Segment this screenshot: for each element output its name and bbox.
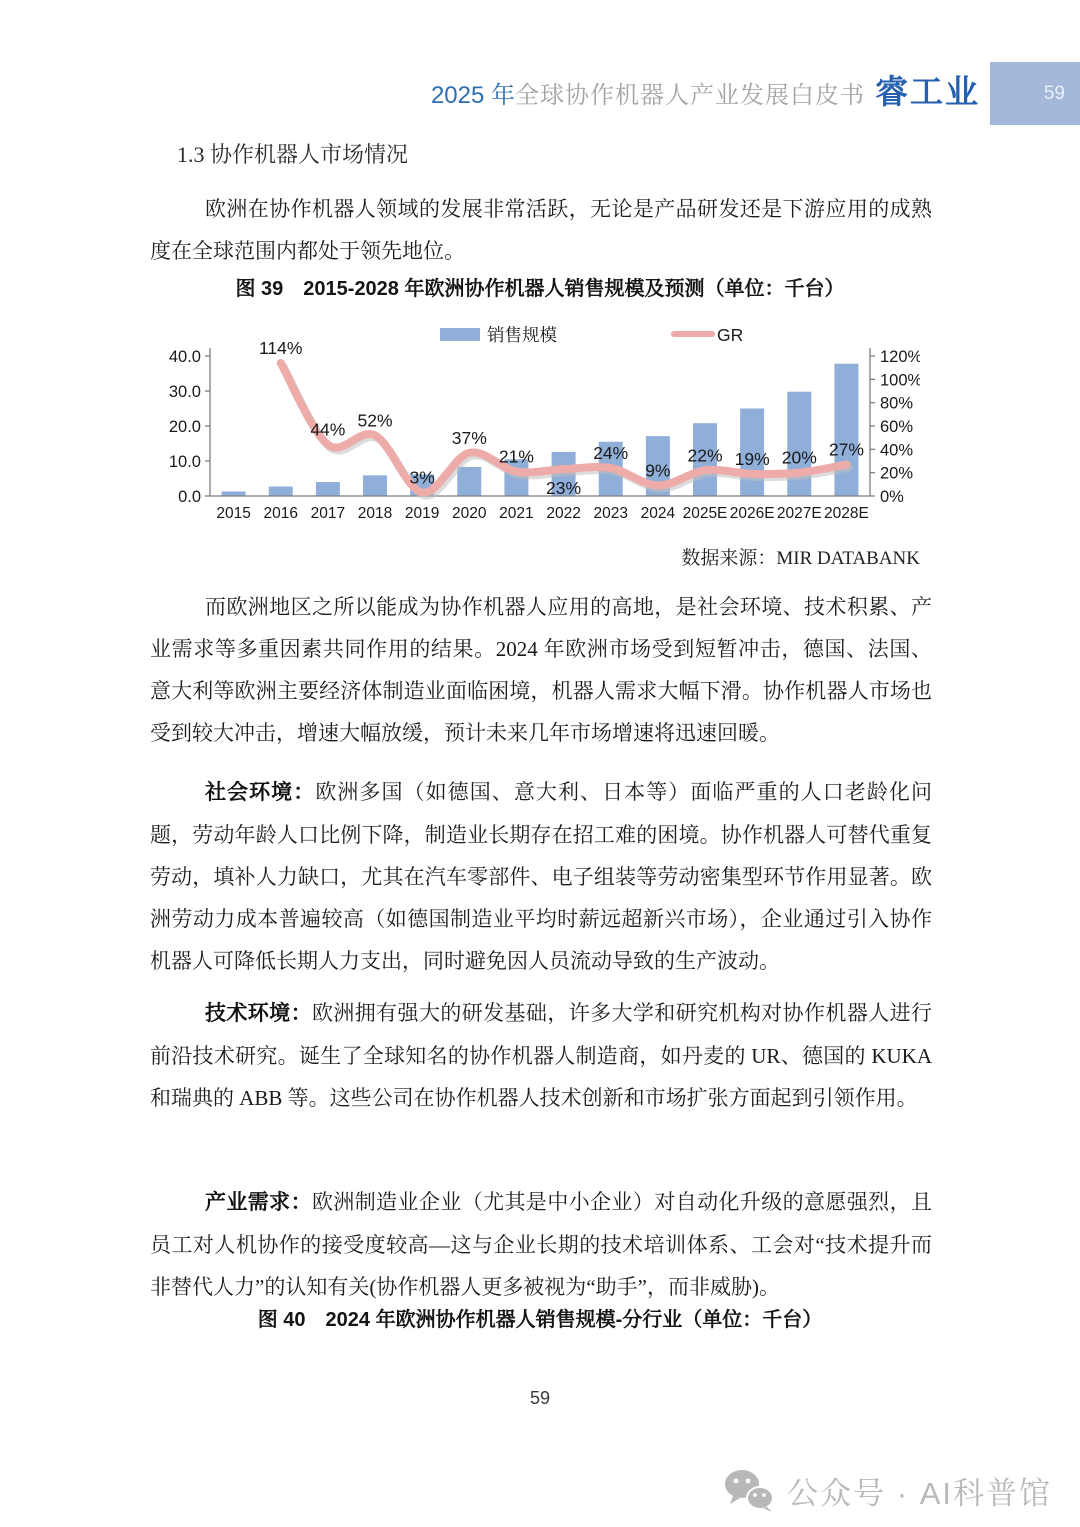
x-axis-label: 2026E (729, 505, 775, 522)
x-axis-label: 2028E (824, 505, 869, 522)
chart-bar-2016 (269, 487, 293, 496)
sales-forecast-chart (160, 318, 920, 532)
x-axis-label: 2019 (404, 505, 440, 522)
paragraph-social-text: 欧洲多国（如德国、意大利、日本等）面临严重的人口老龄化问题，劳动年龄人口比例下降，制造业长期存在招工难的困境。协作机器人可替代重复劳动，填补人力缺口，尤其在汽车零部件、电子组装等劳动密集型环节作用显著。欧洲劳动力成本普遍较高（如德国制造业平均时薪远超新兴市场），企业通过引入协作机器人可降低长期人力支出，同时避免因人员流动导致的生产波动。 (150, 780, 932, 973)
chart-bar-2020 (457, 467, 481, 496)
gr-point-label: 20% (781, 447, 817, 468)
gr-point-label: 44% (310, 419, 346, 440)
header-title-year: 2025 年 (430, 82, 515, 109)
x-axis-label: 2021 (499, 505, 534, 522)
paragraph-intro-text: 欧洲在协作机器人领域的发展非常活跃，无论是产品研发还是下游应用的成熟度在全球范围内都处于领先地位。 (150, 197, 932, 263)
right-axis-tick-label: 0% (880, 488, 904, 506)
right-axis-tick-label: 20% (880, 464, 914, 483)
figure40-caption: 图 40 2024 年欧洲协作机器人销售规模-分行业（单位：千台） (257, 1309, 823, 1331)
wechat-icon (723, 1469, 775, 1513)
left-axis-tick-label: 40.0 (168, 348, 201, 366)
page-footer-number: 59 (529, 1388, 551, 1408)
figure39-caption: 图 39 2015-2028 年欧洲协作机器人销售规模及预测（单位：千台） (235, 278, 845, 300)
x-axis-label: 2017 (310, 505, 346, 522)
gr-point-label: 52% (357, 410, 393, 431)
page-number-badge: 59 (990, 62, 1080, 125)
left-axis-tick-label: 30.0 (168, 383, 201, 401)
left-axis-tick-label: 10.0 (168, 453, 201, 471)
paragraph-social (150, 771, 932, 982)
legend-bar-swatch (440, 328, 480, 341)
gr-point-label: 23% (546, 478, 582, 499)
paragraph-social-lead: 社会环境： (205, 781, 316, 804)
x-axis-label: 2023 (593, 505, 628, 522)
x-axis-label: 2022 (546, 505, 581, 522)
page-header (0, 66, 980, 113)
gr-point-label: 27% (828, 439, 864, 460)
figure39-chart (160, 318, 920, 532)
paragraph-industry-text: 欧洲制造业企业（尤其是中小企业）对自动化升级的意愿强烈，且员工对人机协作的接受度较高—这与企业长期的技术培训体系、工会对“技术提升而非替代人力”的认知有关(协作机器人更多被视为“助手”，而非威胁)。 (150, 1190, 933, 1299)
gr-point-label: 24% (593, 443, 629, 463)
paragraph-tech (150, 992, 932, 1119)
gr-point-label: 9% (645, 460, 671, 481)
legend-line-label: GR (717, 325, 744, 345)
gr-point-label: 3% (409, 467, 435, 488)
section-title: 1.3 协作机器人市场情况 (177, 142, 409, 167)
x-axis-label: 2015 (216, 505, 251, 522)
x-axis-label: 2018 (357, 505, 393, 522)
paragraph-europe (150, 586, 932, 754)
x-axis-label: 2020 (452, 505, 487, 522)
right-axis-tick-label: 100% (880, 371, 920, 390)
x-axis-label: 2027E (776, 505, 822, 522)
paragraph-europe-text: 而欧洲地区之所以能成为协作机器人应用的高地，是社会环境、技术积累、产业需求等多重因素共同作用的结果。2024 年欧洲市场受到短暂冲击，德国、法国、意大利等欧洲主要经济体制造业面临困境，机器人需求大幅下滑。协作机器人市场也受到较大冲击，增速大幅放缓，预计未来几年市场增速将迅速回暖。 (150, 595, 932, 745)
gr-point-label: 37% (451, 427, 487, 448)
x-axis-label: 2025E (682, 505, 728, 522)
watermark (723, 1468, 1052, 1513)
paragraph-industry-lead: 产业需求： (205, 1191, 312, 1214)
paragraph-intro (150, 188, 932, 272)
gr-point-label: 21% (498, 446, 534, 467)
watermark-text: 公众号 · AI科普馆 (787, 1476, 1052, 1511)
header-title-text: 全球协作机器人产业发展白皮书 (515, 83, 865, 109)
chart-bar-2015 (222, 491, 246, 496)
paragraph-tech-text: 欧洲拥有强大的研发基础，许多大学和研究机构对协作机器人进行前沿技术研究。诞生了全球知名的协作机器人制造商，如丹麦的 UR、德国的 KUKA 和瑞典的 ABB 等。这些公司在协作机器人技术创新和市场扩张方面起到引领作用。 (150, 1001, 933, 1110)
gr-point-label: 114% (258, 338, 303, 358)
chart-bar-2017 (316, 482, 340, 496)
right-axis-tick-label: 60% (880, 418, 914, 436)
brand-logo: 睿工业 (875, 73, 980, 110)
gr-point-label: 22% (687, 445, 723, 466)
legend-bar-label: 销售规模 (487, 325, 557, 345)
left-axis-tick-label: 0.0 (178, 488, 201, 506)
right-axis-tick-label: 40% (880, 441, 914, 460)
right-axis-tick-label: 120% (880, 348, 920, 366)
paragraph-tech-lead: 技术环境： (205, 1002, 312, 1025)
gr-point-label: 19% (734, 448, 770, 469)
left-axis-tick-label: 20.0 (168, 418, 201, 436)
data-source-note: 数据来源：MIR DATABANK (681, 548, 920, 569)
chart-bar-2028E (834, 364, 858, 496)
chart-bar-2018 (363, 475, 387, 496)
x-axis-label: 2016 (263, 505, 298, 522)
right-axis-tick-label: 80% (880, 394, 914, 413)
paragraph-industry (150, 1181, 932, 1308)
x-axis-label: 2024 (640, 505, 676, 522)
